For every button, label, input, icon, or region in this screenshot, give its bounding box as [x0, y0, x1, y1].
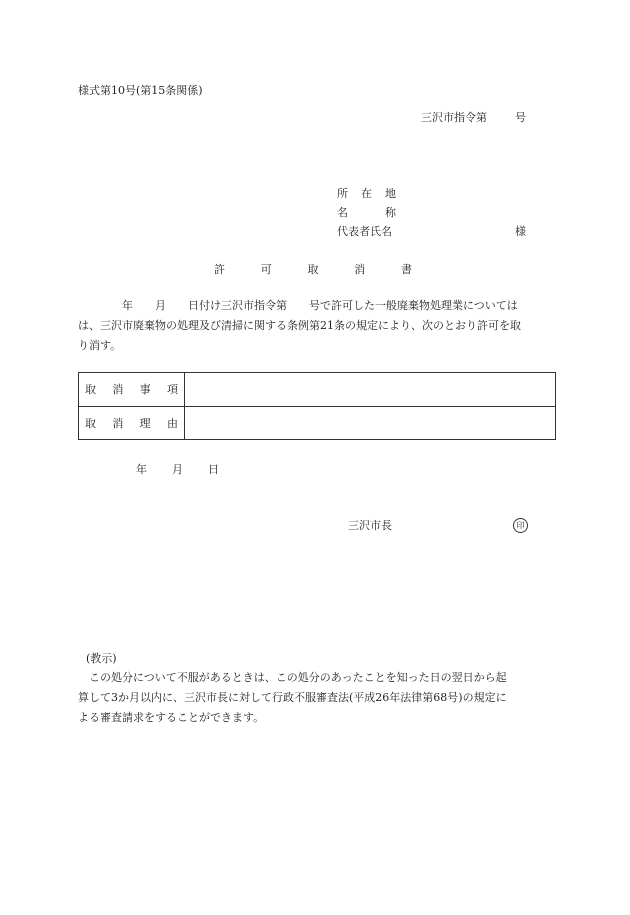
reference-number-label: 三沢市指令第 [421, 111, 487, 124]
label-char: 項 [166, 383, 178, 397]
reference-number-suffix: 号 [515, 111, 526, 124]
label-char: 取 [85, 416, 96, 430]
revocation-items-label [79, 373, 185, 407]
revocation-reason-value[interactable] [185, 406, 556, 440]
title-char: 書 [401, 263, 412, 276]
label-char: 取 [85, 383, 96, 397]
address-label-char: 地 [385, 187, 396, 200]
notice-text [78, 668, 556, 728]
revocation-reason-label [79, 406, 185, 440]
notice-line: 算して3か月以内に、三沢市長に対して行政不服審査法(平成26年法律第68号)の規定に [78, 691, 507, 704]
notice-line: この処分について不服があるときは、この処分のあったことを知った日の翌日から起 [78, 671, 507, 684]
seal-mark: 印 [513, 518, 528, 533]
date-day: 日 [208, 463, 219, 476]
mayor-label: 三沢市長 [348, 519, 392, 532]
date-month: 月 [172, 463, 183, 476]
label-char: 由 [166, 416, 178, 430]
label-char: 理 [139, 416, 151, 430]
label-char: 消 [112, 416, 124, 430]
representative-label: 代表者氏名 [337, 225, 392, 238]
body-line: り消す。 [78, 339, 122, 352]
body-line: 年 月 日付け三沢市指令第 号で許可した一般廃棄物処理業については [78, 299, 518, 312]
name-label [337, 206, 396, 219]
address-label [337, 187, 396, 200]
body-text [78, 296, 556, 356]
title-char: 許 [214, 263, 225, 276]
name-label-char: 称 [385, 206, 396, 219]
notice-line: よる審査請求をすることができます。 [78, 711, 265, 724]
honorific: 様 [515, 225, 526, 238]
revocation-items-value[interactable] [185, 373, 556, 407]
label-char: 消 [112, 383, 124, 397]
table-row [79, 373, 556, 407]
date-year: 年 [136, 463, 147, 476]
title-char: 可 [260, 263, 272, 276]
title-char: 取 [307, 263, 319, 276]
revocation-table [78, 372, 556, 440]
body-line: は、三沢市廃棄物の処理及び清掃に関する条例第21条の規定により、次のとおり許可を取 [78, 319, 521, 332]
title-char: 消 [354, 263, 366, 276]
name-label-char: 名 [337, 206, 348, 219]
document-title [214, 263, 412, 276]
notice-heading: (教示) [86, 652, 117, 665]
address-label-char: 所 [337, 187, 348, 200]
table-row [79, 406, 556, 440]
form-number: 様式第10号(第15条関係) [78, 84, 203, 97]
address-label-char: 在 [361, 187, 372, 200]
label-char: 事 [139, 383, 151, 397]
